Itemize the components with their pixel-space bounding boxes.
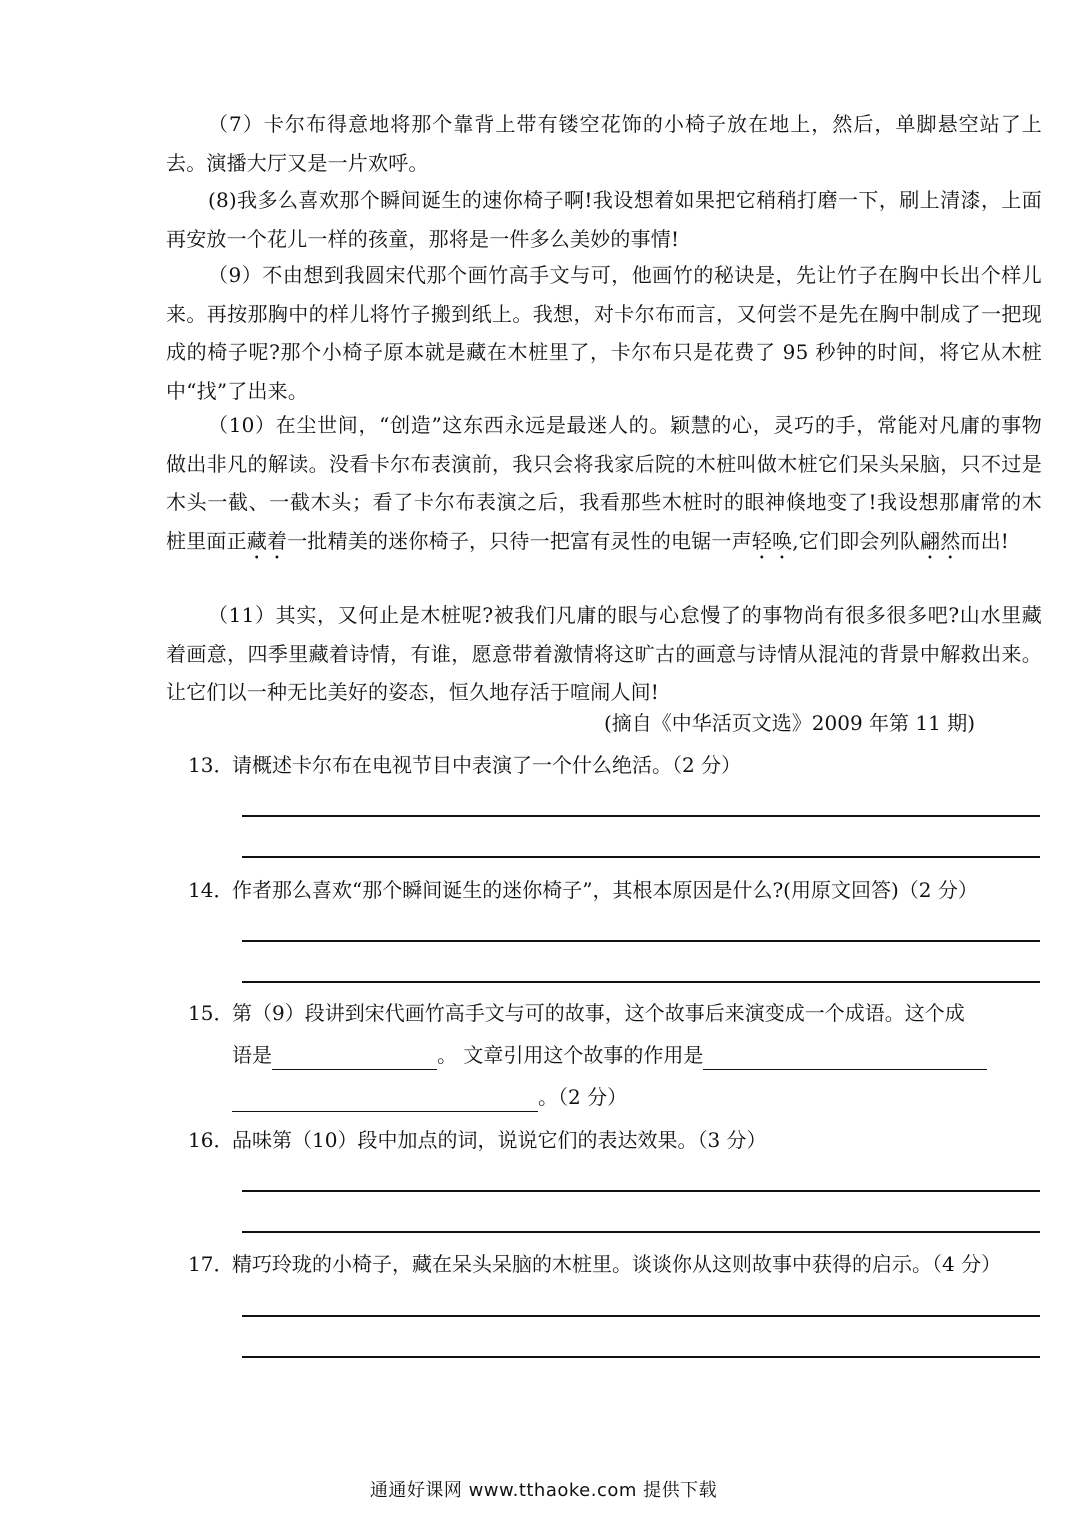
paragraph-10-part-d: 而出!	[960, 528, 1010, 553]
answer-line-13b[interactable]	[242, 856, 1040, 858]
question-17-number: 17．	[188, 1252, 234, 1276]
emphasized-word-qinghuan: 轻唤	[751, 528, 793, 553]
answer-line-13a[interactable]	[242, 815, 1040, 817]
question-15-line-2-prefix: 语是	[232, 1043, 272, 1067]
question-14-text: 作者那么喜欢“那个瞬间诞生的迷你椅子”，其根本原因是什么?(用原文回答)（2 分）	[232, 878, 978, 902]
paragraph-11: （11）其实，又何止是木桩呢?被我们凡庸的眼与心怠慢了的事物尚有很多很多吧?山水里藏着画意，四季里藏着诗情，有谁，愿意带着激情将这旷古的画意与诗情从混沌的背景中解救出来。让它们以一种无比美好的姿态，恒久地存活于喧闹人间!	[166, 603, 1042, 704]
answer-line-14a[interactable]	[242, 940, 1040, 942]
question-15	[188, 998, 965, 1028]
question-16-text: 品味第（10）段中加点的词，说说它们的表达效果。（3 分）	[232, 1128, 767, 1152]
paragraph-7: （7）卡尔布得意地将那个靠背上带有镂空花饰的小椅子放在地上，然后，单脚悬空站了上去。演播大厅又是一片欢呼。	[166, 112, 1042, 175]
answer-line-16a[interactable]	[242, 1190, 1040, 1192]
question-13-text: 请概述卡尔布在电视节目中表演了一个什么绝活。（2 分）	[232, 753, 742, 777]
emphasized-word-cangzhe: 藏着	[246, 528, 288, 553]
question-14	[188, 875, 978, 905]
emphasized-word-pianran: 翩然	[920, 528, 961, 553]
answer-line-17a[interactable]	[242, 1315, 1040, 1317]
question-15-score: 。（2 分）	[538, 1085, 628, 1109]
page-footer: 通通好课网 www.tthaoke.com 提供下载	[369, 1480, 718, 1501]
question-14-number: 14．	[188, 878, 234, 902]
paragraph-10-part-a: （10）在尘世间，“创造”这东西永远是最迷人的。颖慧的心，灵巧的手，常能对凡庸的事物做出非凡的解读。没看卡尔布表演前，我只会将我家后院的木桩叫做木桩它们呆头呆脑，只不过是木头一截、一截木头；看了卡尔布表演之后，我看那些木桩时的眼神倏地变了!我设想那庸常的木桩里面正	[166, 413, 1042, 553]
effect-blank-1[interactable]	[703, 1045, 987, 1070]
paragraph-10	[166, 406, 1042, 564]
question-13	[188, 750, 741, 780]
effect-blank-2[interactable]	[232, 1087, 538, 1112]
paragraph-9: （9）不由想到我圆宋代那个画竹高手文与可，他画竹的秘诀是，先让竹子在胸中长出个样儿来。再按那胸中的样儿将竹子搬到纸上。我想，对卡尔布而言，又何尝不是先在胸中制成了一把现成的椅子呢?那个小椅子原本就是藏在木桩里了，卡尔布只是花费了 95 秒钟的时间，将它从木桩中“找”了出来。	[166, 263, 1042, 403]
question-15-line-1: 第（9）段讲到宋代画竹高手文与可的故事，这个故事后来演变成一个成语。这个成	[232, 1001, 965, 1025]
answer-line-17b[interactable]	[242, 1356, 1040, 1358]
question-15-number: 15．	[188, 1001, 234, 1025]
question-17	[188, 1249, 1001, 1279]
question-16-number: 16．	[188, 1128, 234, 1152]
paragraph-10-part-b: 一批精美的迷你椅子，只待一把富有灵性的电锯一声	[287, 528, 752, 553]
question-15-line-2-middle: 。 文章引用这个故事的作用是	[437, 1043, 704, 1067]
question-17-text: 精巧玲珑的小椅子，藏在呆头呆脑的木桩里。谈谈你从这则故事中获得的启示。（4 分）	[232, 1252, 1002, 1276]
idiom-blank[interactable]	[272, 1045, 437, 1070]
paragraph-10-part-c: ,它们即会列队	[792, 528, 920, 553]
question-15-line-2	[188, 1040, 987, 1070]
question-15-line-3	[188, 1082, 627, 1112]
paragraph-8: (8)我多么喜欢那个瞬间诞生的速你椅子啊!我设想着如果把它稍稍打磨一下，刷上清漆，上面再安放一个花儿一样的孩童，那将是一件多么美妙的事情!	[166, 188, 1042, 251]
answer-line-16b[interactable]	[242, 1231, 1040, 1233]
question-13-number: 13．	[188, 753, 234, 777]
source-citation: (摘自《中华活页文选》2009 年第 11 期)	[604, 711, 976, 735]
question-16	[188, 1125, 767, 1155]
answer-line-14b[interactable]	[242, 981, 1040, 983]
